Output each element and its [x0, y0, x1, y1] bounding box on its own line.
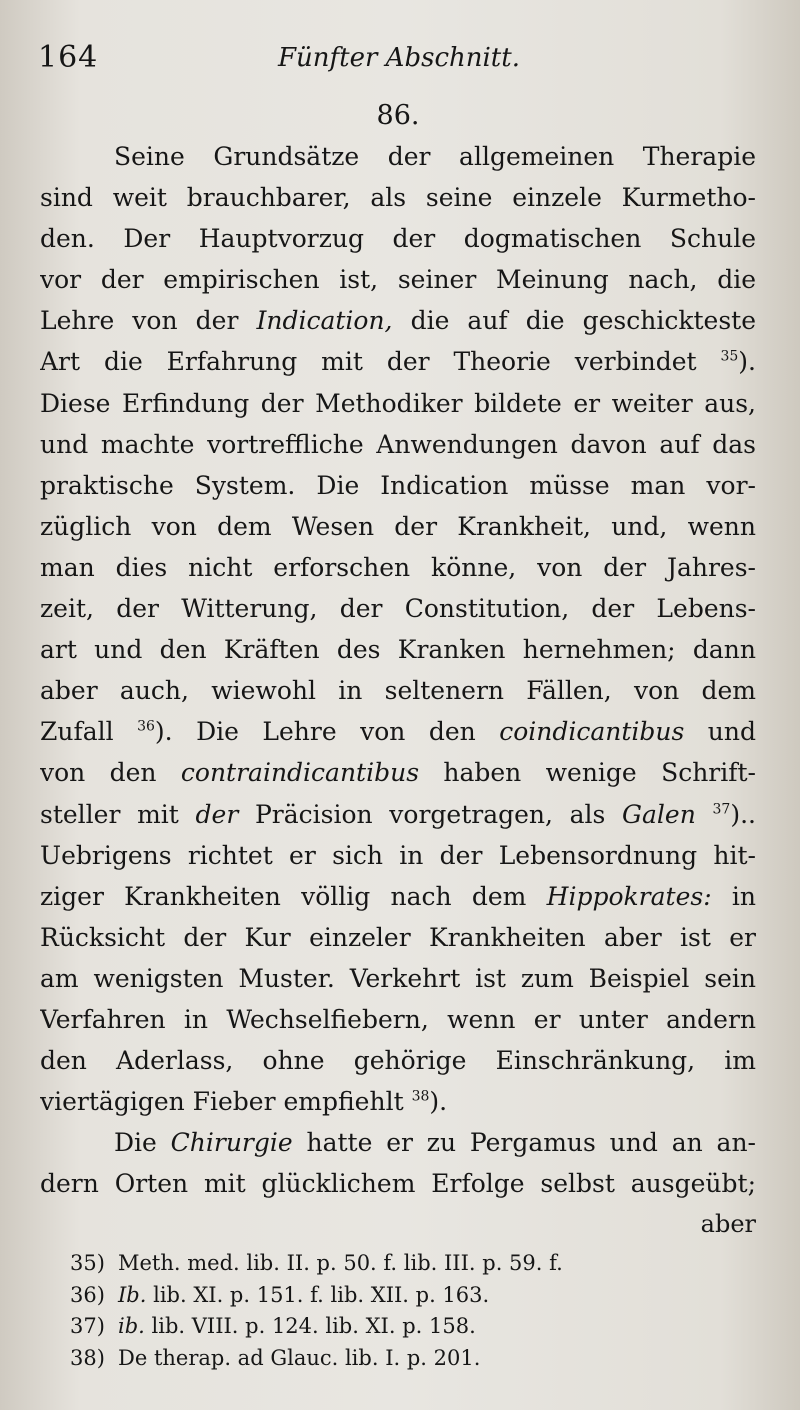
paragraph [40, 136, 756, 1122]
text-line: Uebrigens richtet er sich in der Lebensordnung hit- [40, 840, 756, 870]
footnote [70, 1343, 630, 1375]
text-line: dern Orten mit glücklichem Erfolge selbst ausgeübt; [40, 1169, 756, 1199]
running-head: Fünfter Abschnitt. [278, 43, 520, 73]
text-line: von den contraindicantibus haben wenige Schrift- [40, 758, 756, 788]
text-line: Zufall $^{36}$). Die Lehre von den coindicantibus und [40, 717, 756, 747]
text-line: zeit, der Witterung, der Constitution, der Lebens- [40, 594, 756, 624]
text-line: den. Der Hauptvorzug der dogmatischen Schule [40, 224, 756, 254]
footnote [70, 1311, 630, 1343]
text-line: art und den Kräften des Kranken hernehmen; dann [40, 635, 756, 665]
footnote-text: ib. lib. VIII. p. 124. lib. XI. p. 158. [118, 1314, 476, 1338]
text-line: Art die Erfahrung mit der Theorie verbindet $^{35}$). [40, 347, 756, 377]
text-line: und machte vortreffliche Anwendungen davon auf das [40, 429, 756, 459]
footnote-number: 37) [70, 1314, 105, 1338]
footnote-text: Ib. lib. XI. p. 151. f. lib. XII. p. 163. [118, 1282, 490, 1307]
text-line: am wenigsten Muster. Verkehrt ist zum Beispiel sein [40, 963, 756, 993]
text-line: Seine Grundsätze der allgemeinen Therapie [114, 142, 756, 171]
footnote [70, 1248, 630, 1280]
text-line: vor der empirischen ist, seiner Meinung nach, die [40, 265, 756, 295]
footnote-number: 36) [70, 1282, 105, 1307]
footnote-text: Meth. med. lib. II. p. 50. f. lib. III. p. 59. f. [118, 1251, 563, 1275]
paragraph [40, 1122, 756, 1204]
footnotes [70, 1248, 630, 1374]
footnote-number: 38) [70, 1345, 105, 1370]
catchword: aber [700, 1210, 756, 1239]
text-line: Diese Erfindung der Methodiker bildete er weiter aus, [40, 388, 756, 418]
text-line: steller mit der Präcision vorgetragen, als Galen $^{37}$).. [40, 799, 756, 829]
text-line: Lehre von der Indication, die auf die geschickteste [40, 306, 756, 336]
text-line: züglich von dem Wesen der Krankheit, und, wenn [40, 511, 756, 541]
text-line: Die Chirurgie hatte er zu Pergamus und an an- [114, 1128, 756, 1158]
text-line: viertägigen Fieber empfiehlt $^{38}$). [40, 1087, 448, 1117]
text-line: ziger Krankheiten völlig nach dem Hippokrates: in [40, 881, 756, 911]
footnote-text: De therap. ad Glauc. lib. I. p. 201. [118, 1345, 481, 1370]
footnote-number: 35) [70, 1251, 105, 1275]
text-line: sind weit brauchbarer, als seine einzele Kurmetho- [40, 183, 756, 213]
text-line: aber auch, wiewohl in seltenern Fällen, von dem [40, 676, 756, 706]
page-header [38, 40, 760, 84]
section-number: 86. [376, 100, 420, 131]
text-line: Rücksicht der Kur einzeler Krankheiten aber ist er [40, 922, 756, 952]
page-number: 164 [38, 40, 99, 75]
text-line: praktische System. Die Indication müsse man vor- [40, 470, 756, 500]
footnote [70, 1280, 630, 1312]
page-body [40, 98, 756, 1246]
text-line: den Aderlass, ohne gehörige Einschränkung, im [40, 1046, 756, 1076]
text-line: man dies nicht erforschen könne, von der Jahres- [40, 552, 756, 582]
text-line: Verfahren in Wechselfiebern, wenn er unter andern [40, 1004, 756, 1034]
